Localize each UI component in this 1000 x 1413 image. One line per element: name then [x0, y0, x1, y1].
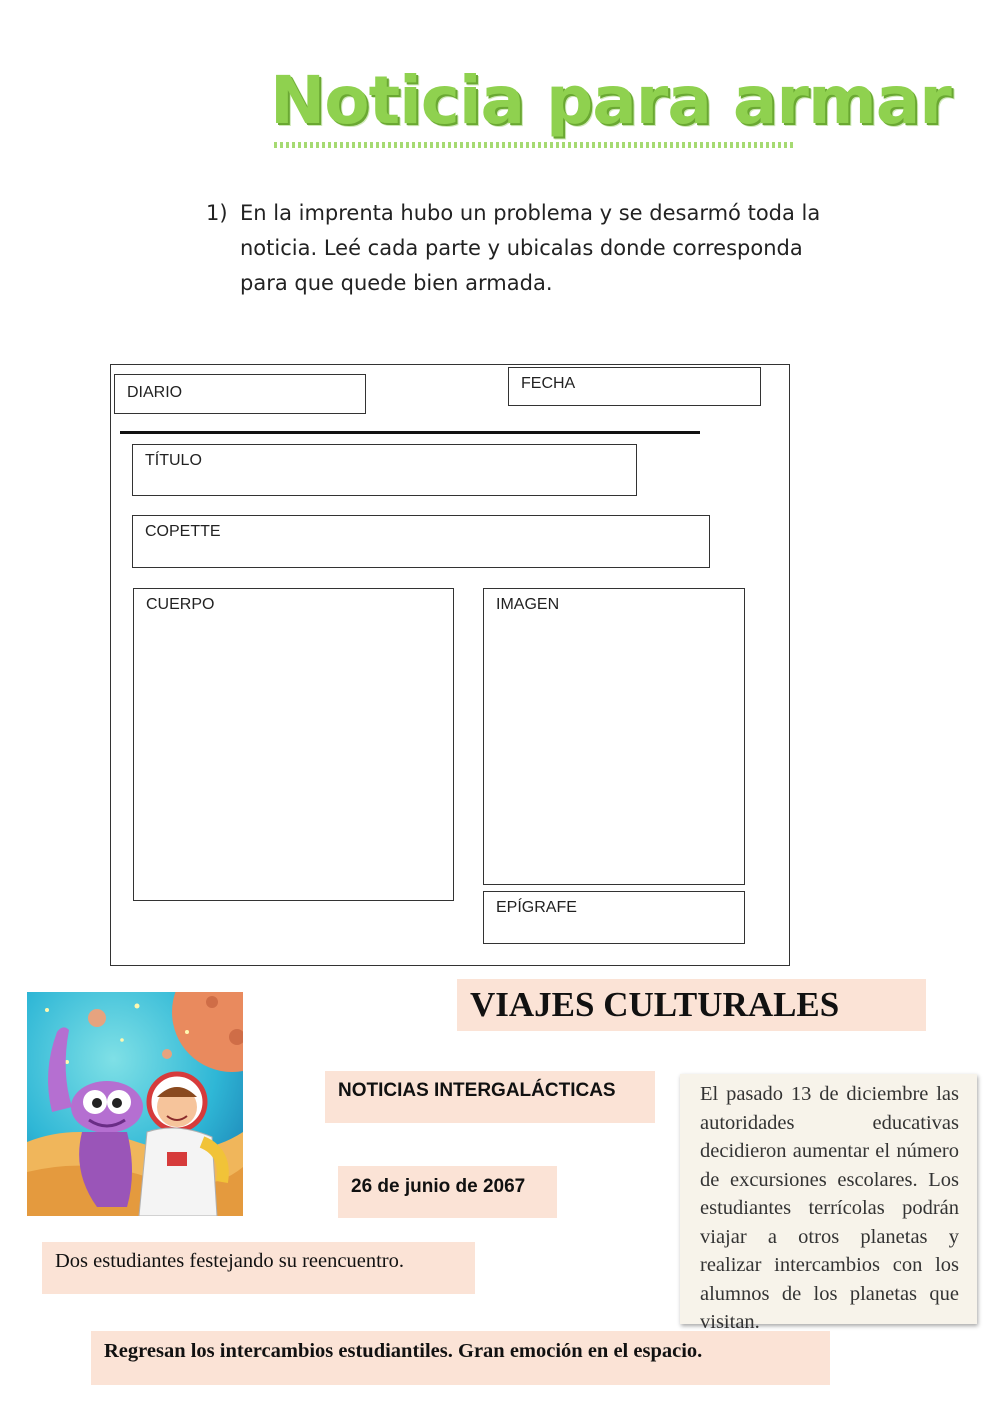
- header-rule: [120, 431, 700, 434]
- piece-caption[interactable]: Dos estudiantes festejando su reencuentro.: [42, 1242, 475, 1294]
- alien-astronaut-illustration: [27, 992, 243, 1216]
- drop-zone-copete[interactable]: COPETTE: [132, 515, 710, 568]
- drop-zone-fecha[interactable]: FECHA: [508, 367, 761, 406]
- instruction-number: 1): [206, 201, 228, 225]
- drop-zone-imagen[interactable]: IMAGEN: [483, 588, 745, 885]
- page-title: Noticia para armar: [270, 62, 951, 139]
- piece-date[interactable]: 26 de junio de 2067: [338, 1166, 557, 1218]
- title-underline: [274, 142, 794, 148]
- instruction-text: En la imprenta hubo un problema y se desarmó toda la noticia. Leé cada parte y ubicalas donde corresponda para que quede bien armada.: [240, 201, 821, 295]
- instruction: [206, 196, 846, 301]
- drop-zone-cuerpo[interactable]: CUERPO: [133, 588, 454, 901]
- drop-zone-epigrafe[interactable]: EPÍGRAFE: [483, 891, 745, 944]
- piece-body-clipping[interactable]: El pasado 13 de diciembre las autoridades educativas decidieron aumentar el número de excursiones escolares. Los estudiantes terrícolas podrán viajar a otros planetas y realizar intercambios con los alumnos de los planetas que visitan.: [680, 1074, 977, 1324]
- piece-headline[interactable]: Regresan los intercambios estudiantiles. Gran emoción en el espacio.: [91, 1331, 830, 1385]
- piece-newspaper-name[interactable]: NOTICIAS INTERGALÁCTICAS: [325, 1071, 655, 1123]
- piece-section[interactable]: VIAJES CULTURALES: [457, 979, 926, 1031]
- piece-image[interactable]: [27, 992, 243, 1216]
- drop-zone-titulo[interactable]: TÍTULO: [132, 444, 637, 496]
- drop-zone-diario[interactable]: DIARIO: [114, 374, 366, 414]
